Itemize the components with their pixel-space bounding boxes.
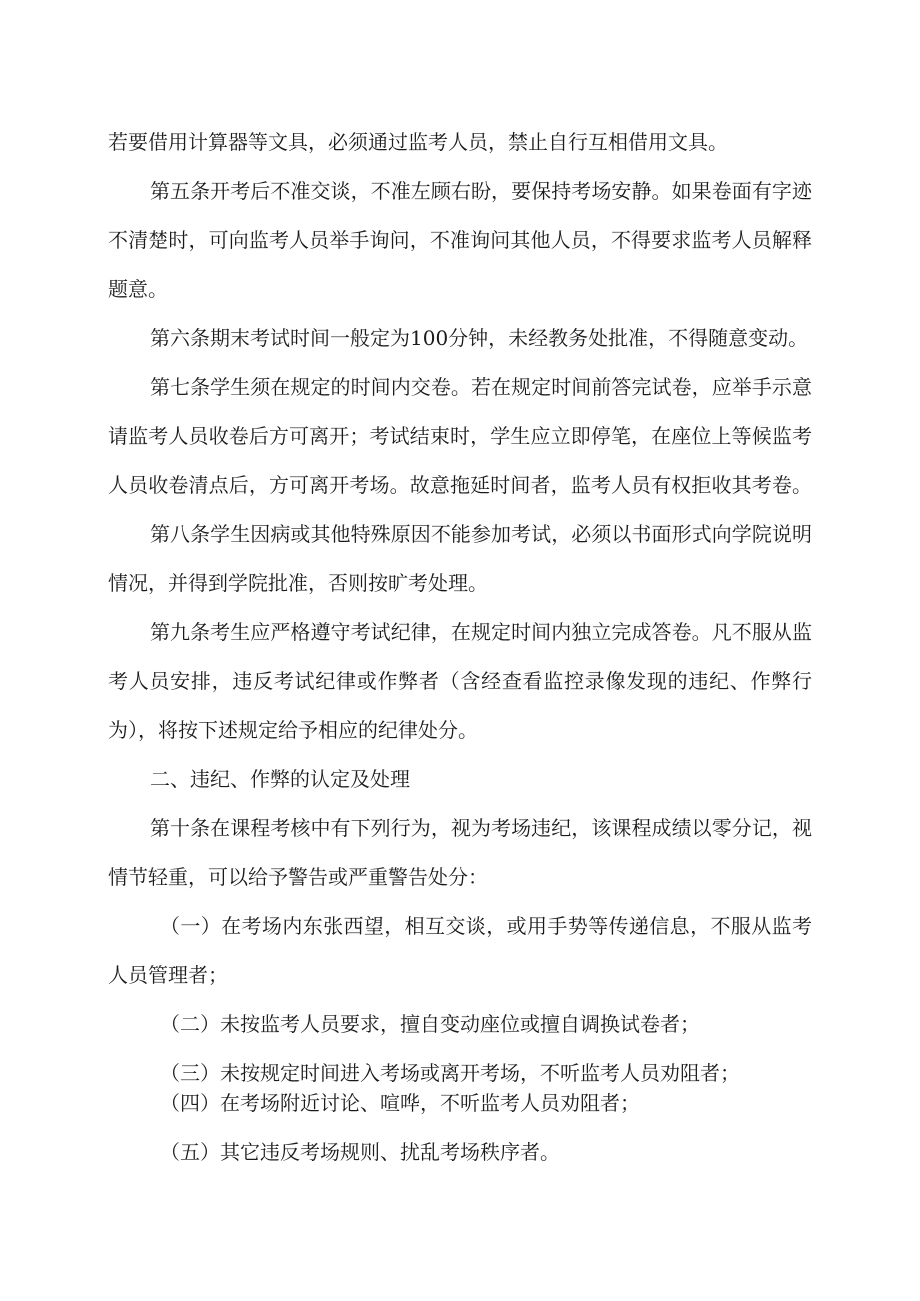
section-heading: 二、违纪、作弊的认定及处理 xyxy=(150,767,410,791)
text-line: 情节轻重，可以给予警告或严重警告处分： xyxy=(108,865,488,889)
text-line: 人员收卷清点后，方可离开考场。故意拖延时间者，监考人员有权拒收其考卷。 xyxy=(108,473,812,497)
article-8-line: 第八条学生因病或其他特殊原因不能参加考试，必须以书面形式向学院说明 xyxy=(150,522,812,546)
article-6-line: 第六条期末考试时间一般定为100分钟，未经教务处批准，不得随意变动。 xyxy=(150,326,809,350)
text-line: 题意。 xyxy=(108,277,168,301)
text-line: 若要借用计算器等文具，必须通过监考人员，禁止自行互相借用文具。 xyxy=(108,130,728,154)
list-item: （五）其它违反考场规则、扰乱考场秩序者。 xyxy=(160,1140,560,1164)
article-9-line: 第九条考生应严格遵守考试纪律，在规定时间内独立完成答卷。凡不服从监 xyxy=(150,620,812,644)
list-item: （一）在考场内东张西望，相互交谈，或用手势等传递信息，不服从监考 xyxy=(160,914,812,938)
text-line: 考人员安排，违反考试纪律或作弊者（含经查看监控录像发现的违纪、作弊行 xyxy=(108,669,812,693)
list-item: （三）未按规定时间进入考场或离开考场，不听监考人员劝阻者； xyxy=(160,1061,740,1085)
article-10-line: 第十条在课程考核中有下列行为，视为考场违纪，该课程成绩以零分记，视 xyxy=(150,816,812,840)
text-line: 不清楚时，可向监考人员举手询问，不准询问其他人员，不得要求监考人员解释 xyxy=(108,228,812,252)
article-5-line: 第五条开考后不准交谈，不准左顾右盼，要保持考场安静。如果卷面有字迹 xyxy=(150,179,812,203)
text-line: 情况，并得到学院批准，否则按旷考处理。 xyxy=(108,571,488,595)
list-item: （四）在考场附近讨论、喧哗，不听监考人员劝阻者； xyxy=(160,1091,640,1115)
article-7-line: 第七条学生须在规定的时间内交卷。若在规定时间前答完试卷，应举手示意 xyxy=(150,375,812,399)
text-line: 为），将按下述规定给予相应的纪律处分。 xyxy=(108,718,478,742)
text-line: 请监考人员收卷后方可离开；考试结束时，学生应立即停笔，在座位上等候监考 xyxy=(108,424,812,448)
list-item: （二）未按监考人员要求，擅自变动座位或擅自调换试卷者； xyxy=(160,1012,700,1036)
text-line: 人员管理者； xyxy=(108,963,228,987)
